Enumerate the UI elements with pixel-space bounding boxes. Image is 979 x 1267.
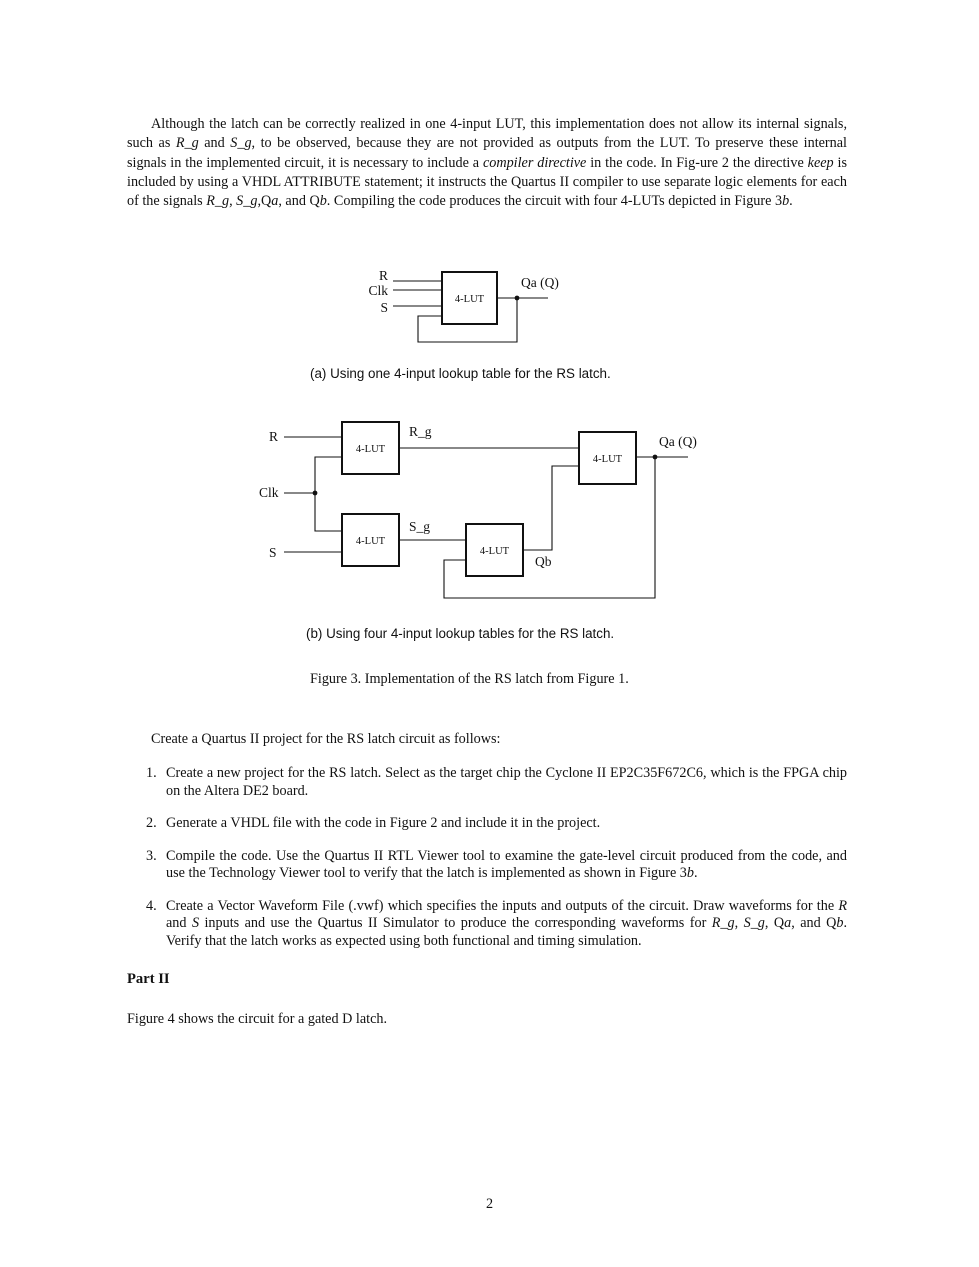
lut-label: 4-LUT (454, 294, 485, 305)
text: , (229, 193, 237, 210)
lut-label: 4-LUT (355, 444, 386, 455)
list-item (127, 765, 847, 800)
list-item (127, 815, 847, 833)
text: in the code. In Fig-ure 2 the directive (586, 154, 808, 171)
lut-label: 4-LUT (479, 546, 510, 557)
lut-label: 4-LUT (355, 536, 386, 547)
signal-name: R (838, 897, 847, 914)
text: and (166, 915, 192, 931)
figure-caption: Figure 3. Implementation of the RS latch from Figure 1. (310, 671, 629, 687)
input-label-clk: Clk (368, 283, 388, 298)
emphasis: compiler directive (482, 154, 587, 171)
junction-dot (515, 296, 520, 301)
list-text (166, 898, 847, 949)
text: ,Q (257, 193, 272, 210)
text: inputs and use the Quartus II Simulator to produce the corresponding waveforms for (199, 915, 712, 931)
text: , and Q (278, 193, 320, 210)
text: . Verify that the latch works as expected using both functional and timing simulation. (166, 915, 848, 949)
signal-name: R_g (711, 915, 735, 931)
input-label-clk: Clk (259, 485, 279, 500)
signal-name: R_g (175, 135, 199, 152)
lut-label: 4-LUT (592, 454, 623, 465)
signal-name: S_g (236, 193, 258, 210)
signal-suffix: a (271, 193, 279, 210)
text: Compile the code. Use the Quartus II RTL Viewer tool to examine the gate-level circuit produced from the code, and use the Technology Viewer tool to verify that the latch is implemented as shown in Figure 3 (166, 847, 847, 881)
list-text (166, 848, 847, 882)
text: . (789, 193, 793, 210)
page-number: 2 (485, 1196, 494, 1212)
input-label-s: S (269, 545, 277, 560)
list-text: Create a new project for the RS latch. Select as the target chip the Cyclone II EP2C35F672C6, which is the FPGA chip on the Altera DE2 board. (166, 765, 847, 799)
text: , Q (764, 915, 785, 931)
text: Create a Vector Waveform File (.vwf) which specifies the inputs and outputs of the circuit. Draw waveforms for the (166, 897, 839, 914)
junction-dot (653, 455, 658, 460)
figure-3-diagrams (0, 0, 979, 620)
text: . (693, 865, 698, 881)
list-number: 3. (146, 847, 157, 864)
text: . Compiling the code produces the circuit with four 4-LUTs depicted in Figure 3 (326, 193, 783, 210)
signal-suffix: a (784, 915, 792, 931)
signal-name: S_g (230, 135, 252, 152)
part-text: Figure 4 shows the circuit for a gated D latch. (127, 1011, 388, 1027)
wire-qb (523, 466, 579, 550)
section-heading: Part II (127, 971, 170, 987)
signal-name: S_g (743, 915, 765, 931)
output-label-b: Qa (Q) (659, 434, 697, 449)
text: is included by using a VHDL ATTRIBUTE statement; it instructs the Quartus II compiler to use separate logic elements for each of the signals (127, 154, 847, 210)
figure-suffix: b (686, 865, 694, 881)
input-label-r: R (269, 429, 279, 444)
input-label-r: R (378, 268, 388, 283)
signal-name: R_g (206, 193, 230, 210)
output-label-a: Qa (Q) (521, 275, 559, 290)
list-item (127, 848, 847, 883)
emphasis: keep (807, 154, 834, 171)
list-item (127, 898, 847, 951)
figure-b-caption: (b) Using four 4-input lookup tables for the RS latch. (306, 626, 615, 641)
input-label-s: S (380, 300, 388, 315)
signal-suffix: b (319, 193, 327, 210)
text: , (734, 915, 744, 931)
text: , and Q (791, 915, 837, 931)
signal-suffix: b (836, 915, 844, 931)
text: Although the latch can be correctly realized in one 4-input LUT, this implementation does not allow its internal signals, such as (127, 116, 847, 152)
junction-dot (313, 491, 318, 496)
figure-suffix: b (782, 193, 790, 210)
list-number: 2. (146, 815, 157, 831)
project-intro: Create a Quartus II project for the RS latch circuit as follows: (151, 731, 501, 747)
signal-label-sg: S_g (409, 519, 431, 534)
signal-name: S (191, 915, 200, 931)
list-number: 4. (146, 897, 157, 914)
list-text: Generate a VHDL file with the code in Figure 2 and include it in the project. (166, 815, 601, 831)
signal-label-rg: R_g (409, 424, 432, 439)
signal-label-qb: Qb (535, 554, 552, 569)
list-number: 1. (146, 765, 157, 781)
figure-a-caption: (a) Using one 4-input lookup table for the RS latch. (310, 366, 611, 381)
wire-clk-branch (315, 457, 342, 531)
steps-list (127, 765, 847, 965)
text: and (198, 135, 231, 152)
text: , to be observed, because they are not provided as outputs from the LUT. To preserve these internal signals in the implemented circuit, it is necessary to include a (127, 135, 847, 171)
